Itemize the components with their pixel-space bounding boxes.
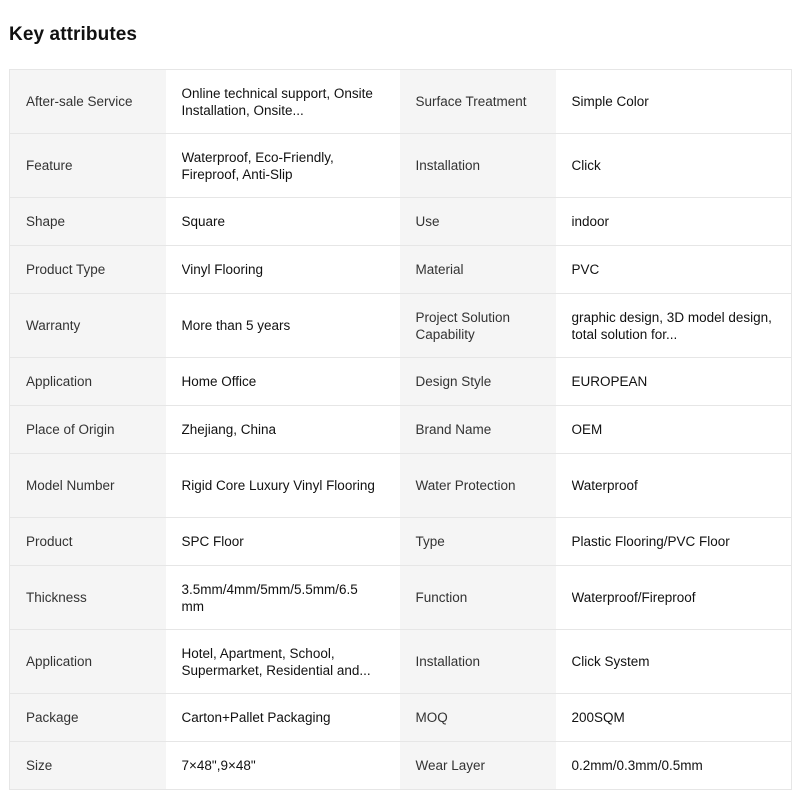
table-row [10,454,792,518]
attribute-name: Brand Name [400,406,556,454]
attribute-name: Material [400,246,556,294]
table-row [10,566,792,630]
attribute-value: Rigid Core Luxury Vinyl Flooring [166,454,400,518]
attribute-name: Function [400,566,556,630]
table-row [10,630,792,694]
attribute-value: Zhejiang, China [166,406,400,454]
attribute-value: Home Office [166,358,400,406]
attribute-name: Installation [400,134,556,198]
attribute-value: Hotel, Apartment, School, Supermarket, Residential and... [166,630,400,694]
attribute-value: Waterproof, Eco-Friendly, Fireproof, Anti-Slip [166,134,400,198]
attribute-value: SPC Floor [166,518,400,566]
attribute-value: 200SQM [556,694,792,742]
attribute-name: Product [10,518,166,566]
attribute-name: Model Number [10,454,166,518]
attribute-name: Place of Origin [10,406,166,454]
attribute-name: Surface Treatment [400,70,556,134]
attribute-name: Design Style [400,358,556,406]
attribute-name: Size [10,742,166,790]
section-title: Key attributes [9,24,138,45]
attribute-name: Package [10,694,166,742]
attribute-name: Installation [400,630,556,694]
table-row [10,358,792,406]
attribute-name: Type [400,518,556,566]
attribute-value: graphic design, 3D model design, total solution for... [556,294,792,358]
attribute-value: PVC [556,246,792,294]
attributes-table [9,69,792,790]
attribute-value: Waterproof/Fireproof [556,566,792,630]
attribute-name: Feature [10,134,166,198]
attribute-value: Waterproof [556,454,792,518]
attribute-name: Application [10,630,166,694]
attribute-value: Simple Color [556,70,792,134]
attribute-value: More than 5 years [166,294,400,358]
attribute-value: indoor [556,198,792,246]
table-row [10,294,792,358]
table-row [10,742,792,790]
table-row [10,246,792,294]
attribute-name: Wear Layer [400,742,556,790]
attribute-value: 0.2mm/0.3mm/0.5mm [556,742,792,790]
attribute-value: Online technical support, Onsite Installation, Onsite... [166,70,400,134]
attribute-name: After-sale Service [10,70,166,134]
table-row [10,134,792,198]
attribute-name: Use [400,198,556,246]
attribute-name: MOQ [400,694,556,742]
attribute-value: EUROPEAN [556,358,792,406]
attribute-value: Square [166,198,400,246]
attribute-name: Shape [10,198,166,246]
attribute-name: Water Protection [400,454,556,518]
attribute-name: Application [10,358,166,406]
table-row [10,70,792,134]
attribute-name: Thickness [10,566,166,630]
attribute-value: 7×48",9×48" [166,742,400,790]
attribute-value: OEM [556,406,792,454]
table-row [10,518,792,566]
attribute-value: Vinyl Flooring [166,246,400,294]
attribute-value: Click System [556,630,792,694]
attribute-value: Carton+Pallet Packaging [166,694,400,742]
attribute-value: 3.5mm/4mm/5mm/5.5mm/6.5 mm [166,566,400,630]
table-row [10,694,792,742]
attribute-name: Product Type [10,246,166,294]
table-row [10,406,792,454]
attribute-value: Click [556,134,792,198]
table-row [10,198,792,246]
attribute-value: Plastic Flooring/PVC Floor [556,518,792,566]
attribute-name: Project Solution Capability [400,294,556,358]
attribute-name: Warranty [10,294,166,358]
